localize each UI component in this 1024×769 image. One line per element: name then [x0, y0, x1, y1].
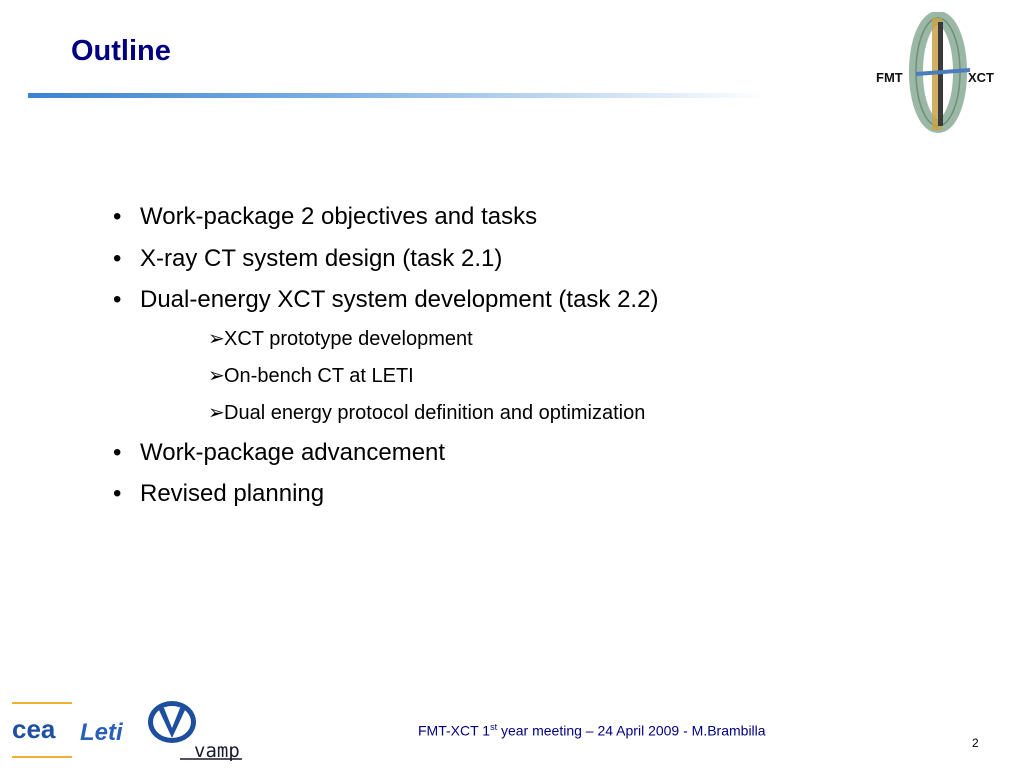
- bullet-text: Work-package 2 objectives and tasks: [140, 203, 538, 230]
- bullet-icon: •: [113, 286, 122, 313]
- partner-logos: [10, 700, 270, 764]
- sub-bullet-item: [110, 395, 890, 432]
- cea-bottom-line: [12, 756, 72, 758]
- bullet-text: Dual-energy XCT system development (task 2.2): [140, 286, 659, 313]
- bullet-icon: •: [113, 203, 122, 230]
- arrow-bullet-icon: ➢: [208, 401, 225, 424]
- arrow-bullet-icon: ➢: [208, 327, 225, 350]
- leti-logo: Leti: [80, 719, 123, 746]
- footer-text: [418, 722, 766, 739]
- bullet-item: [110, 432, 890, 474]
- bullet-item: [110, 473, 890, 515]
- bullet-icon: •: [113, 244, 122, 272]
- bullet-list: [110, 196, 890, 515]
- cea-logo: cea: [12, 714, 56, 744]
- footer-text-start: FMT-XCT 1: [418, 722, 491, 739]
- bullet-text: Revised planning: [140, 480, 325, 507]
- sub-bullet-text: XCT prototype development: [224, 327, 473, 350]
- vamp-logo: vamp: [194, 740, 240, 762]
- page-number: 2: [972, 736, 979, 750]
- fmt-xct-logo: [872, 12, 1004, 134]
- bullet-text: X-ray CT system design (task 2.1): [140, 244, 503, 272]
- bullet-item: [110, 279, 890, 321]
- logo-label-right: XCT: [968, 70, 994, 85]
- bullet-item: [110, 238, 890, 280]
- vamp-v-icon: [148, 701, 196, 743]
- bullet-item: [110, 196, 890, 238]
- slide-title: Outline: [71, 35, 171, 67]
- bullet-text: Work-package advancement: [140, 438, 446, 466]
- footer-text-end: year meeting – 24 April 2009 - M.Brambilla: [497, 722, 766, 739]
- footer-logos: [10, 700, 270, 764]
- logo-label-left: FMT: [876, 70, 903, 85]
- sub-bullet-item: [110, 358, 890, 395]
- footer-ordinal: st: [490, 722, 498, 732]
- arrow-bullet-icon: ➢: [208, 364, 225, 387]
- bullet-icon: •: [113, 480, 122, 507]
- bullet-icon: •: [113, 438, 122, 466]
- sub-bullet-text: Dual energy protocol definition and optimization: [224, 401, 646, 424]
- cea-top-line: [12, 702, 72, 704]
- sub-bullet-text: On-bench CT at LETI: [224, 364, 414, 387]
- sub-bullet-item: [110, 321, 890, 358]
- title-underline: [28, 93, 768, 98]
